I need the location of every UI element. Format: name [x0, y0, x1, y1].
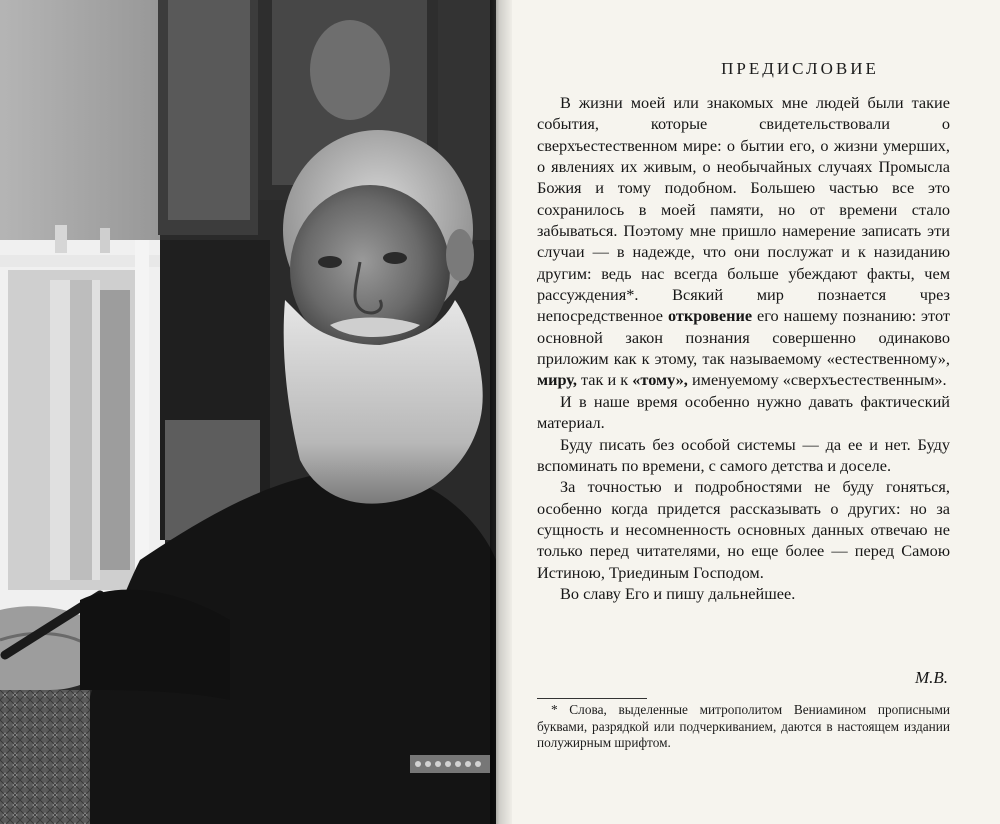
paragraph-5: Во славу Его и пишу дальнейшее. [560, 583, 796, 603]
page-heading: ПРЕДИСЛОВИЕ [721, 59, 879, 78]
footnote [537, 702, 950, 752]
preface-body [537, 92, 950, 604]
paragraph-2: И в наше время особенно нужно давать фактический материал. [537, 391, 950, 433]
paragraph-3: Буду писать без особой системы — да ее и нет. Буду вспоминать по времени, с самого детства и доселе. [537, 434, 950, 475]
paragraph-1-bold-3: «тому», [632, 370, 688, 390]
paragraph-1-text-3: так и к [576, 370, 633, 390]
paragraph-1-bold-1: откровение [667, 306, 753, 326]
footnote-divider [537, 698, 647, 699]
book-gutter-shadow [490, 0, 514, 824]
portrait-photo [0, 0, 496, 824]
paragraph-1-text-4: именуемому «сверхъестественным». [687, 370, 947, 390]
paragraph-1-bold-2: миру, [537, 370, 577, 390]
paragraph-4: За точностью и подробностями не буду гоняться, особенно когда придется рассказывать о других: но за сущность и несомненность основных данных отвечаю не только перед читателями, но еще более — перед Самою Истиною, Триединым Господом. [537, 477, 950, 582]
portrait-photo-image [0, 0, 496, 824]
footnote-text: * Слова, выделенные митрополитом Вениамином прописными буквами, разрядкой или подчеркиванием, даются в настоящем издании полужирным шрифтом. [537, 702, 950, 750]
paragraph-1-text-1: В жизни моей или знакомых мне людей были такие события, которые свидетельствовали о сверхъестественном мире: о бытии его, о жизни умерших, о явлениях их живым, о необычайных случаях Промысла Божия и тому подобном. Большею частью все это сохранилось в моей памяти, но от времени стало забываться. Поэтому мне пришло намерение записать эти случаи — в надежде, что они послужат и к назиданию другим: ведь нас всегда больше убеждают факты, чем рассуждения*. Всякий мир познается чрез непосредственное [537, 93, 950, 326]
author-signature: М.В. [914, 668, 948, 687]
paragraph-1 [537, 92, 950, 391]
paragraph-1-text-2: его нашему познанию: этот основной закон познания совершенно одинаково приложим как к этому, так называемому «естественному», [537, 306, 950, 369]
preface-page [512, 0, 1000, 824]
